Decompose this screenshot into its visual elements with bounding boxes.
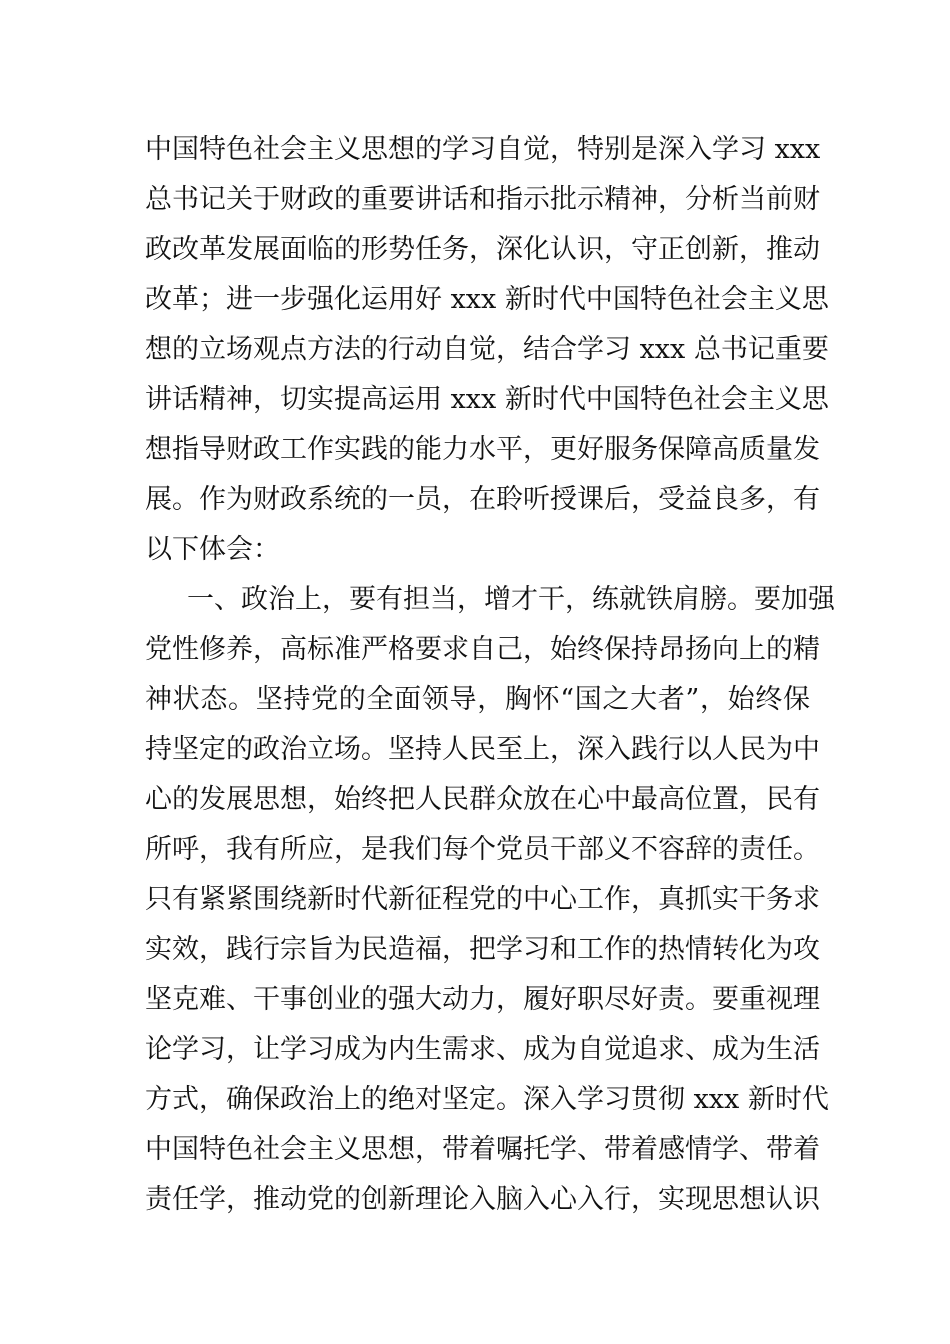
text-line: 所呼，我有所应，是我们每个党员干部义不容辞的责任。 bbox=[145, 834, 820, 865]
text-line: 展。作为财政系统的一员，在聆听授课后，受益良多，有 bbox=[145, 484, 820, 515]
text-line: 方式，确保政治上的绝对坚定。深入学习贯彻 xxx 新时代 bbox=[145, 1084, 829, 1115]
text-line: 改革；进一步强化运用好 xxx 新时代中国特色社会主义思 bbox=[145, 284, 829, 315]
text-line: 党性修养，高标准严格要求自己，始终保持昂扬向上的精 bbox=[145, 634, 820, 665]
text-line: 中国特色社会主义思想，带着嘱托学、带着感情学、带着 bbox=[145, 1134, 820, 1165]
text-line: 神状态。坚持党的全面领导，胸怀“国之大者”，始终保 bbox=[145, 684, 810, 715]
text-line: 实效，践行宗旨为民造福，把学习和工作的热情转化为攻 bbox=[145, 934, 820, 965]
text-line: 想指导财政工作实践的能力水平，更好服务保障高质量发 bbox=[145, 434, 820, 465]
text-line: 想的立场观点方法的行动自觉，结合学习 xxx 总书记重要 bbox=[145, 334, 829, 365]
text-line: 论学习，让学习成为内生需求、成为自觉追求、成为生活 bbox=[145, 1034, 820, 1065]
section-heading-line: 一、政治上，要有担当，增才干，练就铁肩膀。要加强 bbox=[187, 584, 835, 615]
text-line: 政改革发展面临的形势任务，深化认识，守正创新，推动 bbox=[145, 234, 820, 265]
text-line: 讲话精神，切实提高运用 xxx 新时代中国特色社会主义思 bbox=[145, 384, 829, 415]
text-line: 以下体会： bbox=[145, 534, 280, 565]
text-line: 责任学，推动党的创新理论入脑入心入行，实现思想认识 bbox=[145, 1184, 820, 1215]
text-line: 总书记关于财政的重要讲话和指示批示精神，分析当前财 bbox=[145, 184, 820, 215]
text-line: 只有紧紧围绕新时代新征程党的中心工作，真抓实干务求 bbox=[145, 884, 820, 915]
text-line: 坚克难、干事创业的强大动力，履好职尽好责。要重视理 bbox=[145, 984, 820, 1015]
text-line: 持坚定的政治立场。坚持人民至上，深入践行以人民为中 bbox=[145, 734, 820, 765]
body-text bbox=[145, 125, 835, 1225]
text-line: 中国特色社会主义思想的学习自觉，特别是深入学习 xxx bbox=[145, 134, 821, 165]
text-line: 心的发展思想，始终把人民群众放在心中最高位置，民有 bbox=[145, 784, 820, 815]
